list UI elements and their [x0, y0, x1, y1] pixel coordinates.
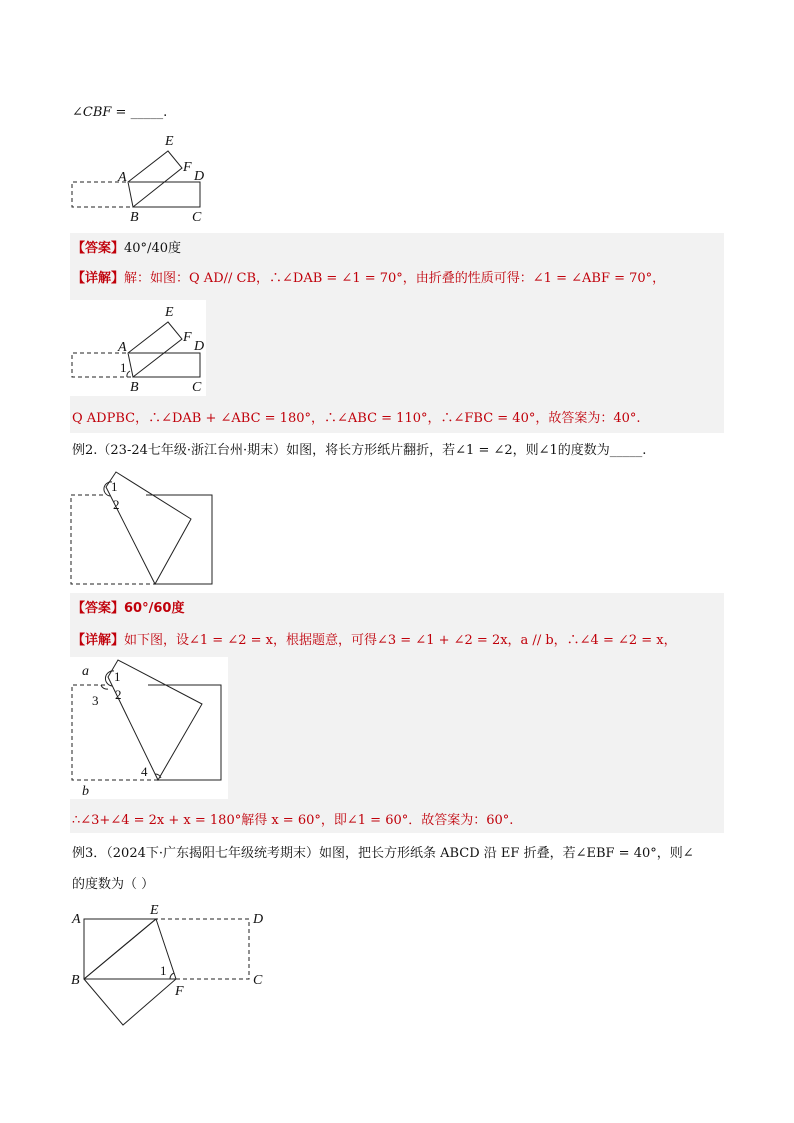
q1-remaining-strip — [133, 182, 200, 207]
q2-detail-label-4: 4 — [141, 764, 148, 779]
q1-label-A: A — [118, 170, 127, 185]
q1-detail-label-1: 1 — [120, 360, 127, 375]
q2-remaining-rect — [146, 495, 212, 584]
q3-diagonal-BE — [84, 919, 156, 979]
q1-original-strip-dashed — [72, 182, 133, 207]
q2-detail-label-1: 1 — [114, 669, 121, 684]
q2-detail-figure — [70, 657, 228, 799]
q1-figure — [60, 125, 220, 225]
q1-answer-text: 40°/40度 — [124, 241, 181, 256]
q1-detail-figure — [70, 300, 206, 396]
q1-label-F: F — [183, 160, 192, 175]
q1-answer-line — [72, 240, 181, 258]
q1-detail-tag: 【详解】 — [72, 271, 125, 286]
q1-label-E: E — [165, 134, 174, 149]
q3-label-A: A — [72, 912, 81, 927]
q1-detail-line1 — [72, 270, 665, 288]
q2-folded-shape — [106, 472, 191, 584]
q2-detail-text1: 如下图，设∠1 = ∠2 = x，根据题意，可得∠3 = ∠1 + ∠2 = 2x，a // b，∴∠4 = ∠2 = x， — [124, 633, 677, 648]
q2-detail-text2: ∴∠3+∠4 = 2x + x = 180°解得 x = 60°，即∠1 = 60°．故答案为：60°. — [72, 813, 514, 828]
q1-question-tail — [72, 104, 167, 122]
q2-detail-line1 — [72, 632, 677, 650]
q1-detail-label-D: D — [194, 339, 205, 354]
q1-tail-blank: = _____. — [111, 105, 168, 120]
q1-folded-strip — [128, 151, 182, 207]
q3-angle-arc — [170, 973, 174, 979]
q3-label-D: D — [253, 912, 264, 927]
q1-detail-text2: Q ADPBC，∴∠DAB + ∠ABC = 180°，∴∠ABC = 110°，∴∠FBC = 40°，故答案为：40°. — [72, 411, 641, 426]
q3-label-C: C — [253, 973, 263, 988]
q1-label-B: B — [130, 210, 139, 225]
q2-answer-text: 60°/60度 — [124, 601, 185, 616]
q1-detail-label-A: A — [118, 340, 127, 355]
q3-label-B: B — [71, 973, 80, 988]
q2-figure — [68, 466, 218, 588]
q1-answer-tag: 【答案】 — [72, 241, 125, 256]
q1-detail-label-E: E — [165, 305, 174, 320]
q2-title: 例2.（23-24七年级·浙江台州·期末）如图，将长方形纸片翻折，若∠1 = ∠2，则∠1的度数为_____. — [72, 443, 647, 458]
q2-detail-label-2: 2 — [115, 687, 122, 702]
q2-answer-line — [72, 600, 184, 618]
q1-label-D: D — [194, 169, 205, 184]
q3-title-line1: 例3．（2024下·广东揭阳七年级统考期末）如图，把长方形纸条 ABCD 沿 EF 折叠，若∠EBF = 40°，则∠ — [72, 846, 694, 861]
q2-label-1: 1 — [111, 479, 118, 494]
q1-detail-label-C: C — [192, 380, 202, 395]
q3-figure — [66, 900, 276, 1030]
q3-label-1: 1 — [160, 963, 167, 978]
q2-detail-label-3: 3 — [92, 693, 99, 708]
q3-label-E: E — [150, 903, 159, 918]
q2-answer-tag: 【答案】 — [72, 601, 125, 616]
q1-detail-label-B: B — [130, 380, 139, 395]
q1-detail-label-F: F — [183, 330, 192, 345]
q3-label-F: F — [175, 984, 184, 999]
q2-detail-label-b: b — [82, 784, 89, 799]
q1-tail-angle: ∠CBF — [72, 105, 112, 120]
q1-label-C: C — [192, 210, 202, 225]
q1-detail-text1: 解：如图：Q AD// CB，∴∠DAB = ∠1 = 70°，由折叠的性质可得：∠1 = ∠ABF = 70°， — [124, 271, 666, 286]
q2-detail-tag: 【详解】 — [72, 633, 125, 648]
q3-title-line2: 的度数为（ ） — [72, 877, 155, 892]
q2-detail-label-a: a — [82, 664, 89, 679]
q2-label-2: 2 — [113, 497, 120, 512]
